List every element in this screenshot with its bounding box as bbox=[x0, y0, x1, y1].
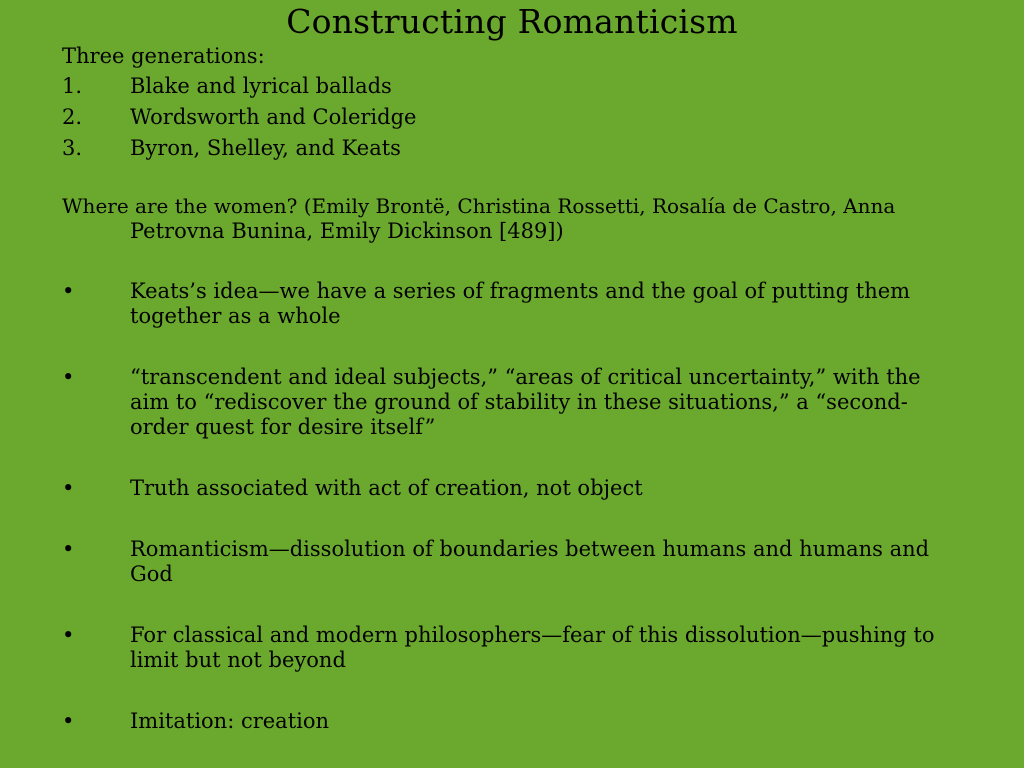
bullet-marker-2: • bbox=[62, 365, 75, 389]
bullet-text-2: “transcendent and ideal subjects,” “areas of critical uncertainty,” with the aim to “rediscover the ground of stability in these situations,” a “second-order quest for desire itself” bbox=[130, 365, 921, 439]
bullet-text-4: Romanticism—dissolution of boundaries between humans and humans and God bbox=[130, 537, 930, 586]
generation-number-2: 2. bbox=[62, 105, 83, 129]
slide-title: Constructing Romanticism bbox=[286, 2, 738, 41]
bullet-text-5: For classical and modern philosophers—fear of this dissolution—pushing to limit but not beyond bbox=[130, 623, 935, 672]
slide-content bbox=[62, 44, 962, 734]
bullet-text-3: Truth associated with act of creation, not object bbox=[130, 476, 643, 500]
bullet-item-6 bbox=[62, 709, 962, 734]
bullet-item-2 bbox=[62, 365, 962, 440]
generation-item-1 bbox=[62, 71, 962, 102]
generations-heading: Three generations: bbox=[62, 44, 265, 68]
generation-text-2: Wordsworth and Coleridge bbox=[130, 105, 417, 129]
women-line-1: Where are the women? (Emily Brontë, Christina Rossetti, Rosalía de Castro, Anna bbox=[62, 194, 896, 218]
bullet-item-4 bbox=[62, 537, 962, 587]
women-paragraph bbox=[62, 194, 962, 244]
bullet-item-5 bbox=[62, 623, 962, 673]
bullet-marker-5: • bbox=[62, 623, 75, 647]
generation-item-3 bbox=[62, 133, 962, 164]
bullet-marker-1: • bbox=[62, 279, 75, 303]
bullet-marker-6: • bbox=[62, 709, 75, 733]
generation-number-3: 3. bbox=[62, 136, 83, 160]
bullet-text-6: Imitation: creation bbox=[130, 709, 330, 733]
generation-text-1: Blake and lyrical ballads bbox=[130, 74, 392, 98]
bullet-marker-4: • bbox=[62, 537, 75, 561]
bullet-marker-3: • bbox=[62, 476, 75, 500]
generation-item-2 bbox=[62, 102, 962, 133]
bullet-text-1: Keats’s idea—we have a series of fragments and the goal of putting them together as a whole bbox=[130, 279, 911, 328]
bullet-item-3 bbox=[62, 476, 962, 501]
generation-number-1: 1. bbox=[62, 74, 83, 98]
bullet-item-1 bbox=[62, 279, 962, 329]
generation-text-3: Byron, Shelley, and Keats bbox=[130, 136, 401, 160]
women-line-2: Petrovna Bunina, Emily Dickinson [489]) bbox=[130, 219, 564, 243]
